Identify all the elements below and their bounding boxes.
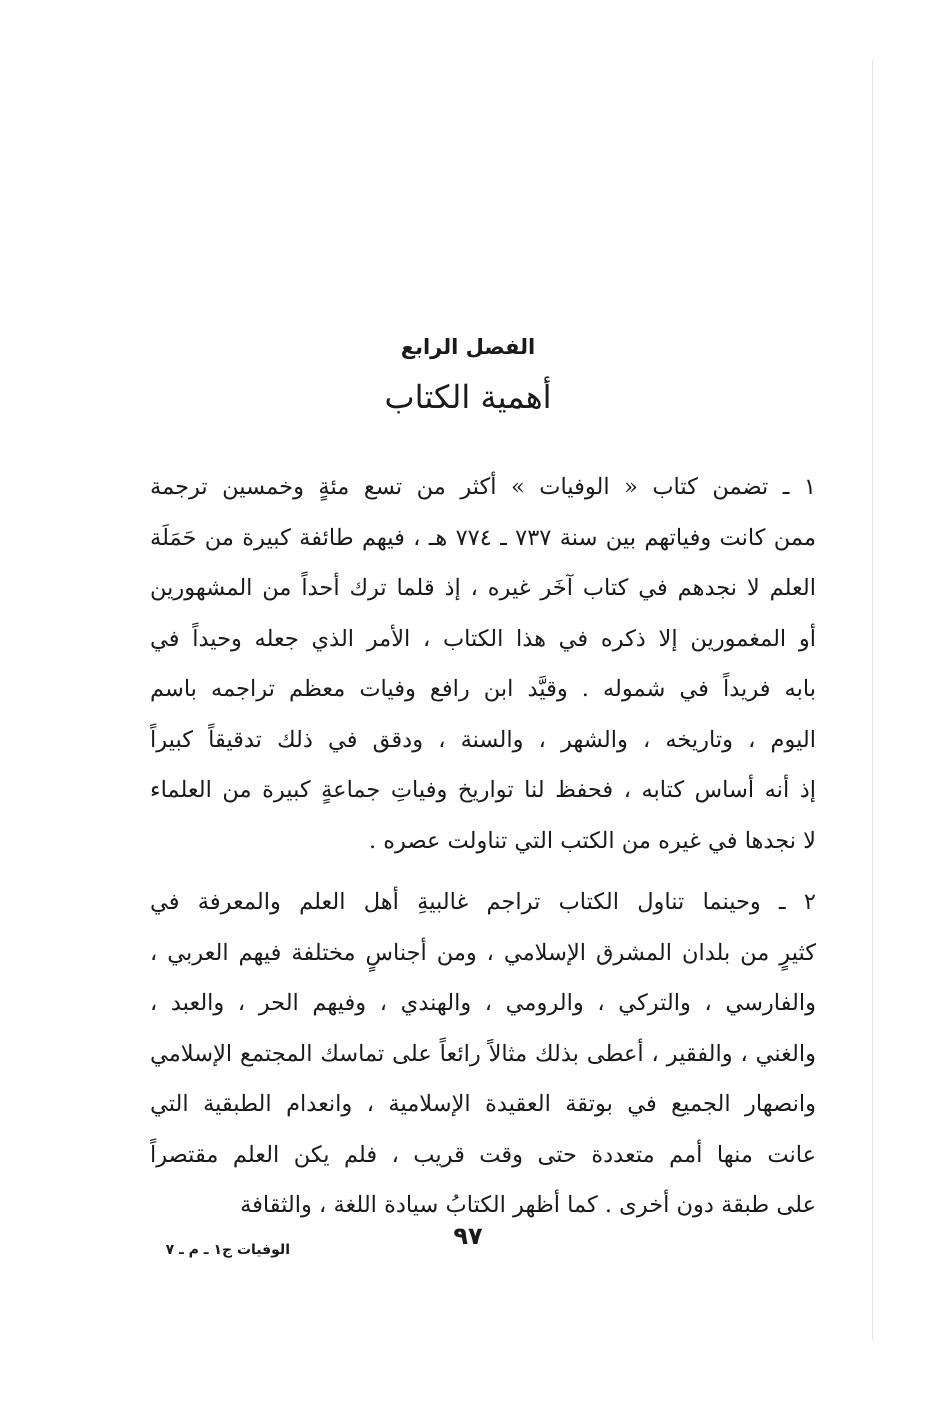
- text-line: عانت منها أمم متعددة حتى وقت قريب ، فلم يكن العلم مقتصراً: [150, 1141, 816, 1168]
- text-line: والغني ، والفقير ، أعطى بذلك مثالاً رائعاً على تماسك المجتمع الإسلامي: [150, 1040, 816, 1067]
- text-line: إذ أنه أساس كتابه ، فحفظ لنا تواريخ وفياتِ جماعةٍ كبيرة من العلماء: [150, 777, 816, 803]
- text-line: وانصهار الجميع في بوتقة العقيدة الإسلامية ، وانعدام الطبقية التي: [150, 1091, 816, 1117]
- text-line: والفارسي ، والتركي ، والرومي ، والهندي ، وفيهم الحر ، والعبد ،: [150, 990, 816, 1016]
- chapter-title: أهمية الكتاب: [384, 378, 552, 416]
- paragraph-gap: [150, 866, 816, 877]
- scan-shadow-line: [872, 60, 873, 1340]
- paragraph-1: [150, 462, 816, 866]
- page-number: ٩٧: [453, 1222, 483, 1250]
- text-line: بابه فريداً في شموله . وقيَّد ابن رافع وفيات معظم تراجمه باسم: [150, 676, 816, 702]
- text-line: ٢ ـ وحينما تناول الكتاب تراجم غالبيةِ أهل العلم والمعرفة في: [150, 889, 816, 915]
- text-line: على طبقة دون أخرى . كما أظهر الكتابُ سيادة اللغة ، والثقافة: [240, 1192, 816, 1218]
- text-line: لا نجدها في غيره من الكتب التي تناولت عصره .: [368, 827, 816, 854]
- chapter-label: الفصل الرابع: [400, 335, 536, 359]
- footer-signature: الوفيات ج١ ـ م ـ ٧: [165, 1242, 290, 1258]
- text-line: كثيرٍ من بلدان المشرق الإسلامي ، ومن أجناسٍ مختلفة فيهم العربي ،: [150, 939, 816, 966]
- paragraph-2: [150, 877, 816, 1231]
- text-line: اليوم ، وتاريخه ، والشهر ، والسنة ، ودقق في ذلك تدقيقاً كبيراً: [150, 726, 816, 753]
- text-line: أو المغمورين إلا ذكره في هذا الكتاب ، الأمر الذي جعله وحيداً في: [150, 625, 816, 652]
- text-line: العلم لا نجدهم في كتاب آخَر غيره ، إذ قلما ترك أحداً من المشهورين: [150, 575, 816, 601]
- text-line: ١ ـ تضمن كتاب « الوفيات » أكثر من تسع مئةٍ وخمسين ترجمة: [150, 474, 816, 500]
- body-text: [150, 462, 816, 1231]
- text-line: ممن كانت وفياتهم بين سنة ٧٣٧ ـ ٧٧٤ هـ ، فيهم طائفة كبيرة من حَمَلَة: [150, 524, 816, 551]
